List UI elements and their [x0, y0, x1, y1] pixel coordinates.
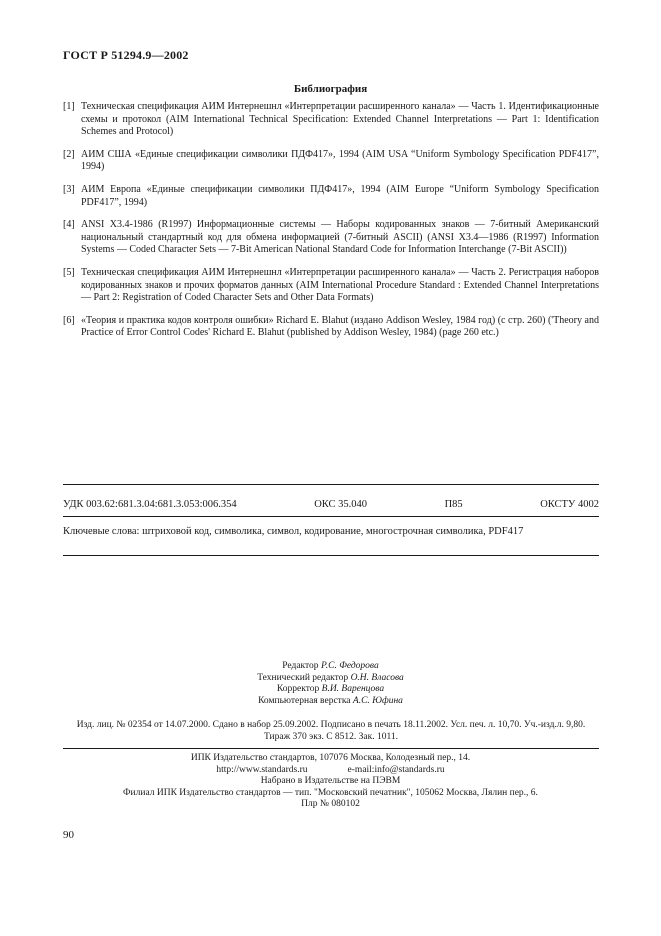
publisher-block — [0, 753, 661, 811]
publisher-branch: Филиал ИПК Издательство стандартов — тип. "Московский печатник", 105062 Москва, Лялин пер., 6. — [123, 787, 538, 798]
udk-code: УДК 003.62:681.3.04:681.3.053:006.354 — [63, 499, 237, 510]
classification-line — [63, 499, 599, 510]
bibliography-item-number: [3] — [63, 183, 75, 195]
bibliography-item-number: [6] — [63, 314, 75, 326]
bibliography-title: Библиография — [293, 83, 368, 95]
credits-block — [0, 661, 661, 707]
bibliography-item — [63, 184, 599, 209]
divider-middle — [63, 516, 599, 517]
oks-code: ОКС 35.040 — [314, 499, 368, 510]
bibliography-list — [63, 101, 599, 350]
bibliography-item-text: ANSI X3.4-1986 (R1997) Информационные системы — Наборы кодированных знаков — 7-битный Американский национальный стандартный код для обмена информацией (7-битный ASCII) (ANSI X3.4—1986 (R1997) Information Systems — Coded Character Sets — 7-Bit American National Standard Code for Information Interchange (7-Bit ASCII)) — [81, 219, 599, 256]
credit-role: Технический редактор — [257, 672, 349, 683]
keywords: Ключевые слова: штриховой код, символика, символ, кодирование, многострочная символика, PDF417 — [63, 526, 524, 537]
publisher-email: e-mail:info@standards.ru — [347, 764, 445, 775]
print-info-line: Изд. лиц. № 02354 от 14.07.2000. Сдано в набор 25.09.2002. Подписано в печать 18.11.2002. Усл. печ. л. 10,70. Уч.-изд.л. 9,80. — [76, 720, 586, 730]
bibliography-item — [63, 149, 599, 174]
publisher-license: Плр № 080102 — [301, 799, 360, 809]
okstu-code: ОКСТУ 4002 — [540, 499, 599, 510]
credit-name: А.С. Юфина — [352, 695, 403, 706]
credit-line — [0, 661, 661, 673]
page-header: ГОСТ Р 51294.9—2002 — [63, 48, 189, 62]
credit-role: Редактор — [282, 661, 319, 671]
publisher-address: ИПК Издательство стандартов, 107076 Москва, Колодезный пер., 14. — [190, 753, 471, 763]
bibliography-item — [63, 315, 599, 340]
bibliography-item-text: «Теория и практика кодов контроля ошибки» Richard E. Blahut (издано Addison Wesley, 1984 год) (с стр. 260) ('Theory and Practice of Error Control Codes' Richard E. Blahut (published by Addison Wesley, 1984) (page 260 etc.) — [81, 314, 599, 339]
credit-line — [0, 696, 661, 708]
bibliography-item-text: АИМ Европа «Единые спецификации символики ПДФ417», 1994 (AIM Europe “Uniform Symbology Specification PDF417”, 1994) — [81, 183, 599, 208]
print-info — [63, 719, 599, 743]
bibliography-item — [63, 267, 599, 305]
bibliography-item-text: Техническая спецификация АИМ Интернешнл «Интерпретации расширенного канала» — Часть 1. Идентификационные схемы и протокол (AIM International Technical Specification: Extended Channel Interpretations — Part 1: Identification Schemes and Protocol) — [81, 101, 599, 138]
publisher-contacts — [0, 765, 661, 777]
credit-name: В.И. Варенцова — [321, 684, 385, 694]
bibliography-item-number: [2] — [63, 148, 75, 160]
page-number: 90 — [63, 829, 74, 841]
divider-bottom — [63, 555, 599, 556]
credit-line — [0, 673, 661, 685]
bibliography-item-number: [1] — [63, 101, 75, 112]
bibliography-item-text: АИМ США «Единые спецификации символики ПДФ417», 1994 (AIM USA “Uniform Symbology Specification PDF417”, 1994) — [81, 148, 599, 173]
bibliography-item — [63, 219, 599, 257]
credit-name: О.Н. Власова — [350, 672, 404, 683]
publisher-typeset: Набрано в Издательстве на ПЭВМ — [260, 776, 401, 786]
group-code: П85 — [444, 499, 463, 510]
credit-name: Р.С. Федорова — [320, 661, 379, 671]
bibliography-item-number: [4] — [63, 219, 75, 231]
credit-role: Корректор — [276, 684, 320, 694]
divider-top — [63, 484, 599, 485]
print-info-line: Тираж 370 экз. С 8512. Зак. 1011. — [263, 732, 399, 742]
divider-publisher — [63, 748, 599, 749]
bibliography-item-number: [5] — [63, 266, 75, 278]
publisher-url: http://www.standards.ru — [216, 764, 308, 775]
bibliography-item-text: Техническая спецификация АИМ Интернешнл «Интерпретации расширенного канала» — Часть 2. Регистрация наборов кодированных знаков и прочих форматов данных (AIM International Procedure Standard : Extended Channel Interpretations — Part 2: Registration of Coded Character Sets and Other Data Formats) — [81, 266, 599, 304]
credit-role: Компьютерная верстка — [258, 695, 351, 706]
credit-line — [0, 684, 661, 696]
bibliography-item — [63, 101, 599, 139]
